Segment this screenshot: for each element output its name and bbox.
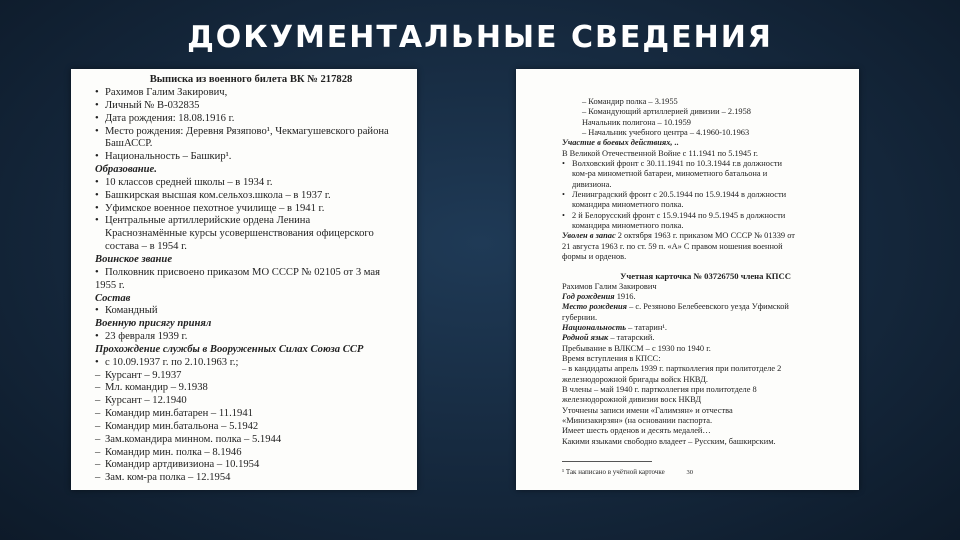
text-line: Пребывание в ВЛКСМ – с 1930 по 1940 г. [562,343,711,353]
text-line: • 10 классов средней школы – в 1934 г. [95,177,407,190]
text-line: БашАССР. [105,138,153,150]
text-line: • Национальность – Башкир¹. [95,151,407,164]
text-line: В Великой Отечественной Войне с 11.1941 по 5.1945 г. [562,148,758,158]
text-line: Рахимов Галим Закирович [562,281,657,291]
text-line: железнодорожной бригады войск НКВД. [562,374,708,384]
field-label: Национальность [562,322,627,332]
text-line: – Курсант – 9.1937 [95,370,407,383]
text-line: ком-ра минометной батареи, минометного батальона и [572,169,768,179]
section-heading: Образование. [95,164,157,176]
slide-title: ДОКУМЕНТАЛЬНЫЕ СВЕДЕНИЯ [187,20,773,55]
military-id-extract-page [71,69,417,490]
text-line: железнодорожной дивизии воск НКВД [562,395,702,405]
text-line: состава – в 1954 г. [105,241,187,253]
text-line: – Зам.командира минном. полка – 5.1944 [95,434,407,447]
text-line: – Командир артдивизиона – 10.1954 [95,459,407,472]
document-heading: Учетная карточка № 03726750 члена КПСС [620,270,791,281]
text-line: Начальник полигона – 10.1959 [582,117,691,127]
field-label: Год рождения [562,291,615,301]
text-line: командира минометного полка. [572,221,684,231]
field-value: – татарин¹. [626,322,667,332]
footnote-rule [562,461,652,462]
text-line: Краснознамённые курсы усовершенствования офицерского [105,228,374,240]
text-line: • Дата рождения: 18.08.1916 г. [95,113,407,126]
section-heading: Военную присягу принял [95,318,212,330]
text-line: – Мл. командир – 9.1938 [95,382,407,395]
field-value: – татарский. [608,333,655,343]
text-line: формы и орденов. [562,252,627,262]
text-line: – Командующий артиллерией дивизии – 2.1958 [582,107,751,117]
text-line [562,302,849,312]
text-line: Время вступления в КПСС: [562,353,661,363]
party-card-text [562,97,849,447]
field-value: 2 октября 1963 г. приказом МО СССР № 01339 от [615,231,795,241]
text-line [562,333,849,343]
text-line: • Центральные артиллерийские ордена Ленина [95,215,407,228]
text-line: • Ленинградский фронт с 20.5.1944 по 15.9.1944 в должности [562,190,849,200]
field-label: Место рождения [562,302,627,312]
text-line [562,292,849,302]
field-value: – с. Резяново Белебеевского уезда Уфимской [626,302,789,312]
text-line: – Зам. ком-ра полка – 12.1954 [95,472,407,485]
text-line: «Минизакирзян» (на основании паспорта. [562,415,713,425]
text-line: – Командир мин. полка – 8.1946 [95,447,407,460]
text-line: • 2 й Белорусский фронт с 15.9.1944 по 9.5.1945 в должности [562,211,849,221]
section-heading: Участие в боевых действиях, .. [562,138,679,148]
text-line: • Место рождения: Деревня Рязяпово¹, Чекмагушевского района [95,126,407,139]
document-heading: Выписка из военного билета ВК № 217828 [149,74,353,85]
section-heading: Состав [95,292,131,304]
text-line: дивизиона. [572,179,612,189]
text-line: В члены – май 1940 г. партколлегия при политотделе 8 [562,384,757,394]
text-line: – Начальник учебного центра – 4.1960-10.1963 [582,128,750,138]
text-line: • Башкирская высшая ком.сельхоз.школа – в 1937 г. [95,190,407,203]
text-line: • Командный [95,305,407,318]
text-line: командира минометного полка. [572,200,684,210]
field-label: Уволен в запас [562,231,616,241]
text-line: – Командир полка – 3.1955 [582,97,678,106]
text-line: • Полковник присвоено приказом МО СССР № 02105 от 3 мая [95,267,407,280]
section-heading: Воинское звание [95,253,173,265]
text-line: • Рахимов Галим Закирович, [95,87,407,100]
text-line: • с 10.09.1937 г. по 2.10.1963 г.; [95,357,407,370]
field-value: 1916. [614,291,636,301]
text-line: Какими языками свободно владеет – Русским, башкирским. [562,436,776,446]
text-line: • Личный № В-032835 [95,100,407,113]
text-line: – Командир мин.батарен – 11.1941 [95,408,407,421]
text-line [562,231,849,241]
text-line: Уточнены записи имени «Галимзян» и отчества [562,405,733,415]
text-line: 21 августа 1963 г. по ст. 59 п. «А» С правом ношения военной [562,241,783,251]
field-label: Родной язык [562,333,609,343]
section-heading: Прохождение службы в Вооруженных Силах Союза ССР [95,343,364,355]
footnote: ¹ Так написано в учётной карточке [562,468,665,476]
text-line: губернии. [562,312,598,322]
text-line: • Волховский фронт с 30.11.1941 по 10.3.1944 г.в должности [562,159,849,169]
text-line: – Курсант – 12.1940 [95,395,407,408]
text-line: 1955 г. [95,279,125,291]
text-line: – Командир мин.батальона – 5.1942 [95,421,407,434]
text-line [562,323,849,333]
text-line: – в кандидаты апрель 1939 г. партколлегия при политотделе 2 [562,364,782,374]
text-line: • 23 февраля 1939 г. [95,331,407,344]
party-card-page [516,69,859,490]
page-number: 30 [686,469,693,476]
text-line: Имеет шесть орденов и десять медалей… [562,426,711,436]
text-line: • Уфимское военное пехотное училище – в 1941 г. [95,203,407,216]
